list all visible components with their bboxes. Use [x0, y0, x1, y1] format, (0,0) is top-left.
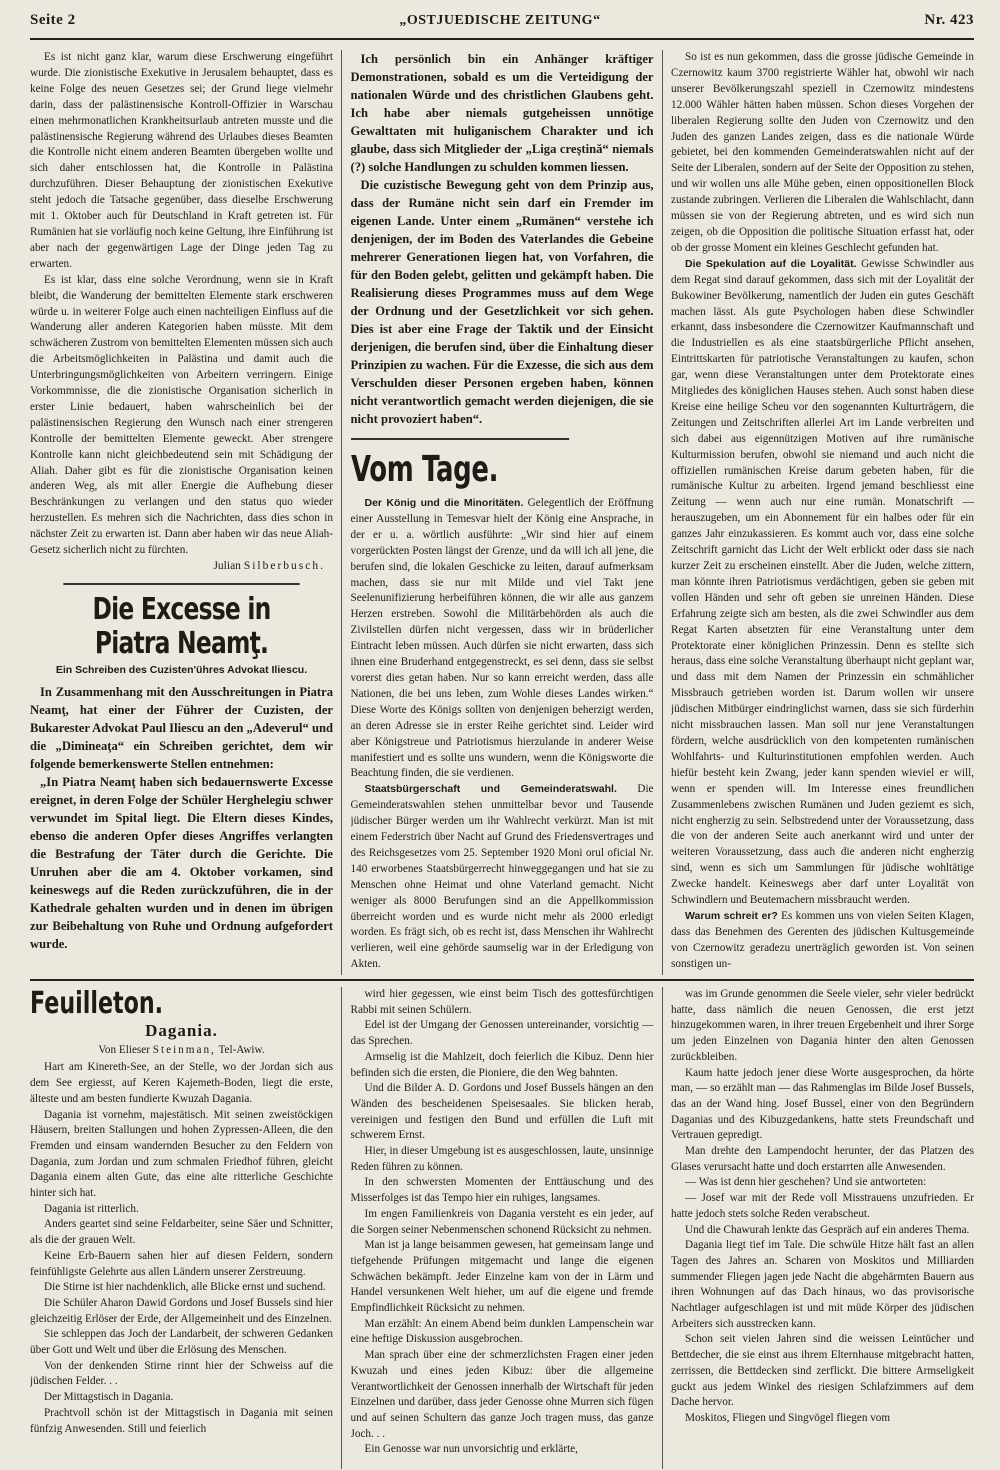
feuilleton-paragraph: Ein Genosse war nun unvorsichtig und erklärte, [364, 1443, 578, 1456]
feuilleton-paragraph: Man erzählt: An einem Abend beim dunklen Lampenschein war eine heftige Diskussion ausgebrochen. [350, 1317, 654, 1346]
story-title: Dagania. [145, 1021, 218, 1040]
feuilleton-paragraph: Sie schleppen das Joch der Landarbeit, der schweren Gedanken über Gott und Welt und über die Erlösung des Menschen. [30, 1328, 333, 1357]
feuilleton-paragraph: Der Mittagstisch in Dagania. [44, 1391, 174, 1404]
bold-article [30, 683, 333, 953]
news-item [671, 909, 974, 973]
article-paragraph: „In Piatra Neamţ haben sich bedauernswerte Excesse ereignet, in deren Folge der Schüler Herghelegiu schwer verwundet im Spital liegt. Die Eltern dieses Kindes, ebenso die anderen Opfer dieses Angriffes verlangten die Bestrafung der Täter durch die Gerichte. Die Unruhen aber die am 4. Oktober vorkamen, sind keineswegs auf die Reden zurückzuführen, die in der Kathedrale gehalten wurden und in denen im übrigen zur Beibehaltung von Ruhe und Ordnung aufgefordert wurde. [30, 774, 333, 951]
feuilleton-column-3 [671, 987, 974, 1469]
feuilleton-paragraph: was im Grunde genommen die Seele vieler, sehr vieler bedrückt hatte, dass nämlich die neuen Genossen, die erst jetzt hinzugekommen waren, in ihrer treuen Ergebenheit und ihrer Sorge um jeden Einzelnen von Dagania hinter den alten Genossen zurückbleiben. [671, 988, 974, 1063]
feuilleton-paragraph: Hart am Kinereth-See, an der Stelle, wo der Jordan sich aus dem See ergiesst, auf Keren Kajemeth-Boden, liegt die erste, älteste und am besten fundierte Kwuzah Dagania. [30, 1061, 333, 1105]
article-paragraph: In Zusammenhang mit den Ausschreitungen in Piatra Neamţ, hat einer der Führer der Cuzisten, der Bukarester Advokat Paul Iliescu an den „Adeverul“ und die „Dimineaţa“ ein Schreiben gerichtet, dem wir folgende bemerkenswerte Stellen entnehmen: [30, 684, 333, 771]
feuilleton-text [30, 1060, 333, 1437]
author-last-name: Silberbusch. [243, 560, 325, 572]
feuilleton-text [671, 987, 974, 1427]
news-kicker: Warum schreit er? [685, 909, 778, 922]
news-kicker: Die Spekulation auf die Loyalität. [685, 257, 857, 270]
byline-author: Steinman, [152, 1043, 216, 1056]
article-paragraph: Es ist nicht ganz klar, warum diese Erschwerung eingeführt wurde. Die zionistische Exekutive in Jerusalem behauptet, dass es keine Folge des neuen Gesetzes sei; der Grund liege vielmehr darin, dass der palästinensische Kontroll-Offizier in Warschau einen mehrmonatlichen Krankheitsurlaub antreten musste und die palästinensische Regierung während des Urlaubes dieses Beamten die Kontrolle nicht einem anderen Beamten übergeben wollte und sich daher entschlossen hat, die Kontrolle in Palästina durchzuführen. Dieser Behauptung der zionistischen Exekutive steht jedoch die Tatsache gegenüber, dass dieselbe Erschwerung mit 1. Oktober auch für Deutschland in Kraft getreten ist. Für Rumänien hat sie vorläufig noch keine Geltung, ihre Einführung ist aber nach der gegenwärtigen Lage der Dinge jeden Tag zu erwarten. [30, 51, 333, 270]
news-item [671, 257, 974, 909]
bold-article-continued [351, 50, 654, 428]
headline-piatra-neamt: Die Excesse in Piatra Neamţ. [63, 583, 299, 661]
feuilleton-text [351, 987, 654, 1458]
feuilleton-paragraph: — Was ist denn hier geschehen? Und sie antworteten: [685, 1176, 927, 1189]
feuilleton-paragraph: In den schwersten Momenten der Enttäuschung und des Misserfolges ist das Tempo hier ein ruhiges, langsames. [350, 1176, 654, 1205]
feuilleton-paragraph: Moskitos, Fliegen und Singvögel fliegen vom [685, 1411, 891, 1424]
column-divider [662, 987, 663, 1469]
section-rule [30, 979, 974, 981]
feuilleton-section [30, 987, 974, 1469]
feuilleton-paragraph: — Josef war mit der Rede voll Misstrauens unzufrieden. Er hatte jedoch stets solche Reden verabscheut. [671, 1192, 974, 1220]
feuilleton-paragraph: Keine Erb-Bauern sahen hier auf diesen Feldern, sondern feinfühligste Gelehrte aus allen Ländern unserer Zerstreuung. [30, 1249, 333, 1278]
subheadline: Ein Schreiben des Cuzisten'ühres Advokat Iliescu. [55, 663, 308, 676]
feuilleton-paragraph: Im engen Familienkreis von Dagania versteht es ein jeder, auf die Sorgen seiner Nebenmenschen schonend Rücksicht zu nehmen. [350, 1207, 654, 1236]
feuilleton-paragraph: Man drehte den Lampendocht herunter, der das Platzen des Glases verursacht hatte und doch erstarrten alle Anwesenden. [671, 1145, 974, 1173]
feuilleton-column-2 [351, 987, 654, 1469]
news-text: Gelegentlich der Eröffnung einer Ausstellung in Temesvar hielt der König eine Ansprache, in der er u. a. wörtlich ausführte: „Wir sind hier auf einem vorgerückten Posten längst der Grenze, und da will ich all jene, die berufen sind, die lokalen Geschicke zu leiten, darauf aufmerksam machen, dass sie nur mit Milde und viel Takt jene Seelenunifizierung herbeiführen können, die wir alle aus ganzem Herzen erstreben. Sowohl die Militärbehörden als auch die Zivilstellen dürfen nicht vergessen, dass wir in brüderlicher Eintracht leben müssen. Auch dürfen sie nicht erwarten, dass sich ihnen eine Bruderhand entgegenstreckt, es sei denn, dass sie selbst vorerst dies getan haben. Nur so kann erreicht werden, dass alle Nationen, die bei uns leben, zum Wohle dieses Landes wirken.“ Diese Worte des Königs sollten von denjenigen beherzigt werden, an deren Adresse sie in erster Reihe gerichtet sind. Leider wird aber Königstreue und Patriotismus hierzulande in anderer Weise manifestiert und es sollte uns wundern, wenn die Königsworte die Beachtung finden, die sie verdienen. [350, 497, 654, 780]
feuilleton-paragraph: Man ist ja lange beisammen gewesen, hat gemeinsam lange und tiefgehende Prüfungen mitgemacht und lange die eigenen Schwächen bekämpft. Jeder Einzelne kam von der in Lärm und Handel versunkenen Welt hieher, um auf die eigene und fremde Empfindlichkeit Rücksicht zu nehmen. [350, 1239, 654, 1315]
column-divider [341, 50, 342, 975]
feuilleton-column-1 [30, 987, 333, 1469]
feuilleton-paragraph: Und die Bilder A. D. Gordons und Josef Bussels hängen an den Wänden des bescheidenen Speisesaales. Sie blicken herab, vereinigen und festigen den Bund und erfüllen die Luft mit schwerem Ernst. [350, 1082, 654, 1142]
author-signature [30, 559, 325, 575]
feuilleton-paragraph: Dagania ist ritterlich. [44, 1202, 139, 1215]
feuilleton-paragraph: Die Stirne ist hier nachdenklich, alle Blicke ernst und suchend. [44, 1281, 326, 1294]
feuilleton-paragraph: Man sprach über eine der schmerzlichsten Fragen einer jeden Kwuzah und eines jeden Kibuz: über die allgemeine Verantwortlichkeit der Genossen innerhalb der Wirtschaft für jeden Einzelnen und darüber, dass jeder Genosse ohne Murren sich fügen und auf seinen Schultern das ganze Joch tragen muss, das ganze Joch. . . [350, 1349, 654, 1440]
byline-place: Tel-Awiw. [218, 1043, 265, 1056]
feuilleton-paragraph: Edel ist der Umgang der Genossen untereinander, vorsichtig — das Sprechen. [350, 1019, 654, 1048]
article-paragraph: Es ist klar, dass eine solche Verordnung, wenn sie in Kraft bleibt, die Wanderung der bemittelten Elemente stark erschweren würde u. in weiterer Folge auch einen nachteiligen Einfluss auf die Wanderung aller anderen Kategorien haben müsste. Mit dem schwächeren Zustrom von bemittelten Elementen müssen sich auch die Arbeitsmöglichkeiten in Palästina und damit auch die Unterbringungsmöglichkeiten von Arbeitern verringern. Einige Vorkommnisse, die die zionistische Organisation sicherlich in erster Linie bedauert, haben wahrscheinlich bei der palästinensischen Regierung den Wunsch nach einer strengeren Kontrolle der bemittelten Elemente geweckt. Aber strengere Kontrolle kann nicht gleichbedeutend sein mit Schädigung der Aliah. Daher gibt es für die zionistische Organisation keinen anderen Weg, als mit aller Energie die Aufhebung dieser Beschränkungen zu verlangen und den status quo wieder herzustellen. Es mehren sich die Nachrichten, dass dies schon in nächster Zeit zu erwarten ist. Dann aber haben wir das neue Aliah-Gesetz sicherlich nicht zu fürchten. [30, 273, 333, 557]
feuilleton-paragraph: Kaum hatte jedoch jener diese Worte ausgesprochen, da hörte man, — so erzählt man — das Rahmenglas im Bilde Josef Bussels, das an der Wand hing. Josef Bussel, einer von den Begründern Daganias und des Kibuzgedankens, hatte stets Freundschaft und Vertrauen gepredigt. [671, 1066, 974, 1142]
feuilleton-paragraph: wird hier gegessen, wie einst beim Tisch des gottesfürchtigen Rabbi mit seinen Schülern. [350, 988, 654, 1016]
feuilleton-paragraph: Prachtvoll schön ist der Mittagstisch in Dagania mit seinen fünfzig Anwesenden. Still und feierlich [30, 1406, 333, 1435]
top-columns [30, 50, 974, 975]
newspaper-title: „OSTJUEDISCHE ZEITUNG“ [399, 13, 601, 28]
column-3 [671, 50, 974, 975]
column-divider [662, 50, 663, 975]
feuilleton-paragraph: Hier, in dieser Umgebung ist es ausgeschlossen, laute, unsinnige Reden führen zu können. [350, 1145, 654, 1173]
column-1 [30, 50, 333, 975]
section-title-vom-tage: Vom Tage. [351, 438, 569, 490]
feuilleton-title: Feuilleton. [30, 987, 164, 1021]
page-number: Seite 2 [30, 12, 76, 28]
author-first-name: Julian [213, 560, 241, 572]
news-item [351, 496, 654, 782]
feuilleton-paragraph: Die Schüler Aharon Dawid Gordons und Josef Bussels sind hier gleichzeitig Erlöser der Erde, der Allgemeinheit und des Einzelnen. [30, 1296, 333, 1325]
feuilleton-paragraph: Anders geartet sind seine Feldarbeiter, seine Säer und Schnitter, als die der grauen Welt. [30, 1218, 333, 1247]
news-kicker: Der König und die Minoritäten. [364, 497, 524, 509]
feuilleton-paragraph: Und die Chawurah lenkte das Gespräch auf ein anderes Thema. [685, 1223, 970, 1236]
feuilleton-paragraph: Dagania ist vornehm, majestätisch. Mit seinen zweistöckigen Häusern, breiten Stallungen und hohen Zypressen-Alleen, die den Fremden und einsam wandernden Besucher zu den Feldern von Dagania, zum Jordan und zum schmalen Friedhof führen, gleicht Dagania einem alten Gute, das eine alte ritterliche Geschichte hinter sich hat. [30, 1108, 333, 1200]
column-2 [351, 50, 654, 975]
feuilleton-paragraph: Dagania liegt tief im Tale. Die schwüle Hitze hält fast an allen Tagen des Jahres an. Scharen von Moskitos und Milliarden summender Fliegen jagen jede Nacht die abgehärmten Bauern aus ihren Wohnungen auf das Dach hinaus, wo das provisorische Nachtlager aufgeschlagen ist und mit müde Körper des jüdischen Arbeiters sich ausstrecken kann. [671, 1239, 974, 1330]
feuilleton-paragraph: Schon seit vielen Jahren sind die weissen Leintücher und Bettdecher, die sie einst aus ihrem Elternhause mitgebracht hatten, zerrissen, die Bettdecken sind zerflickt. Die bittere Armseligkeit guckt aus jedem Winkel des riesigen Schlafzimmers auf dem Dache hervor. [671, 1333, 974, 1409]
article-paragraph: Ich persönlich bin ein Anhänger kräftiger Demonstrationen, sobald es um die Verteidigung der nationalen Würde und des christlichen Glaubens geht. Ich habe aber niemals gutgeheissen unnötige Gewalttaten mit huliganischem Charakter und ich glaube, dass sich Mitglieder der „Liga creştină“ niemals (?) solche Handlungen zu schulden kommen liessen. [350, 52, 654, 174]
column-divider [341, 987, 342, 1469]
news-text: So ist es nun gekommen, dass die grosse jüdische Gemeinde in Czernowitz kaum 3700 registrierte Wähler hat, obwohl wir nach unserer Bevölkerungszahl speziell in Czernowitz mindestens 12.000 Wähler hätten haben müssen. Schon dieses Vorgehen der liberalen Regierung sollte den Juden von Czernowitz und den Juden des ganzen Landes zeigen, dass es die nationale Würde gebietet, bei den kommenden Gemeinderatswahlen nicht auf der Seite der Liberalen, sondern auf der Seite der Opposition zu stehen, und wir wollen uns alle Mühe geben, einen oppositionellen Block zustande zubringen. Verlieren die Liberalen die Wahlschlacht, dann müssen sie von der Regierung abtreten, und es wird sich nun zeigen, ob die Opposition die politische Situation erfasst hat, oder ob der grosse Moment ein kleines Geschlecht gefunden hat. [671, 51, 974, 254]
byline [30, 1043, 333, 1059]
news-text: Es kommen uns von vielen Seiten Klagen, dass das Benehmen des Gerenten des jüdischen Kultusgemeinde von Czernowitz geradezu unerträglich geworden ist. Von seinen sonstigen un- [671, 909, 974, 970]
issue-number: Nr. 423 [924, 12, 974, 28]
feuilleton-paragraph: Armselig ist die Mahlzeit, doch feierlich die Kibuz. Denn hier befinden sich die ersten, die Pioniere, die den Weg bahnten. [350, 1050, 654, 1079]
feuilleton-paragraph: Von der denkenden Stirne rinnt hier der Schweiss auf die jüdischen Felder. . . [30, 1359, 333, 1388]
masthead [30, 12, 974, 40]
news-kicker: Staatsbürgerschaft und Gemeinderatswahl. [364, 783, 617, 796]
byline-prefix: Von Elieser [98, 1043, 150, 1056]
news-text: Die Gemeinderatswahlen stehen unmittelbar bevor und Tausende jüdischer Bürger werden um ihr Wahlrecht verkürzt. Man ist mit einem Federstrich über Nacht auf Grund des Friedensvertrages und des Reichsgesetzes vom 25. September 1920 Moni orul oficial Nr. 140 erworbenes Staatsbürgerrecht hinweggegangen und hat sie zu Menschen ohne Heimat und ohne Vaterland gemacht. Nicht weniger als 8000 Berufungen sind an die Appellkommission überreicht worden und es wurde nicht mehr als 2000 erledigt worden. Es frägt sich, ob es recht ist, dass Menschen ihr Wahlrecht verlieren, weil eine gehörde saumselig war in der Erledigung von Akten. [350, 783, 654, 971]
news-text: Gewisse Schwindler aus dem Regat sind darauf gekommen, dass sich mit der Loyalität der Bukowiner Bevölkerung, namentlich der Juden ein gutes Geschäft machen lässt. Als gute Psychologen haben diese Schwindler erkannt, dass insbesondere die Czernowitzer Kaufmannschaft und die Industriellen es als eine staatsbürgerliche Pflicht ansehen, Eintrittskarten für patriotische Veranstaltungen zu kaufen, schon gar, wenn diese Veranstaltungen unter dem Protektorate eines Mitgliedes des königlichen Hauses stehen. Auch sonst haben diese Kreise eine heilige Scheu vor den sogenannten Kulturträgern, die Zeitungen und Zeitschriften allerlei Art im Lande verbreiten und sich dabei aus eigennützigen Motiven auf ihre rumänische Kulturmission berufen, obwohl sie niemand und auch nicht die offiziellen rumänischen Kreise darum gebeten haben, für die rumänische Kultur zu arbeiten. Irgend jemand beschliesst eine Zeitung — wenn auch nur eine rumän. Monatschrift — herauszugeben, um ein Abonnement für ein halbes oder für ein ganzes Jahr einzukassieren. Es kommt auch vor, dass eine solche Zeitschrift garnicht das Licht der Welt erblickt oder dass sie nach kurzer Zeit zu erscheinen einstellt. Aber die Juden, welche zittern, man könnte ihren Patriotismus verdächtigen, geben sie geben mit vollen Händen und sehr oft geben sie unreinen Händen. Diese Erfahrung zeigte sich am besten, als die zwei Schwindler aus dem Regat Karten absetzten für eine Veranstaltung unter dem Protektorate einer königlichen Prinzessin. Denn es stellte sich heraus, dass eine solche Veranstaltung überhaupt nicht geplant war, und dass mit dem Namen der Prinzessin ein schmählicher Missbrauch getrieben worden ist. Darum wollen wir unsere jüdischen Mitbürger eindringlichst warnen, dass sie sich fürderhin nicht missbrauchen lassen. Man soll nur jene Veranstaltungen fördern, welche ausdrücklich von den kompetenten rumänischen Wohlfahrts- und Kulturinstitutionen empfohlen werden. Auch hiefür besteht kein Zwang, jeder kann spenden wieviel er will, wenn er spenden will. Im Interesse eines freundlichen Zusammenlebens zwischen Rumänen und Juden geziemt es sich, nicht engherzig zu sein. Selbstredend unter der Voraussetzung, dass die von der anderen Seite auch anerkannt wird und unter der weiteren Voraussetzung, dass auch die anderen nicht engherzig sind, wenn es sich um Sammlungen für jüdische wohltätige Zwecke handelt. Keineswegs aber darf unter Loyalität von Schwindlern und Beutemachern missbraucht werden. [671, 257, 974, 907]
news-item [351, 782, 654, 973]
article-paragraph: Die cuzistische Bewegung geht von dem Prinzip aus, dass der Rumäne nicht sein darf ein Fremder im eigenen Lande. Unter einem „Rumänen“ verstehe ich denjenigen, der im Boden des Vaterlandes die Gebeine mehrerer Generationen liegen hat, von Vorfahren, die für den Boden gelebt, gelitten und gekämpft haben. Die Realisierung dieses Programmes muss auf dem Wege der Ordnung und der Gesetzlichkeit vor sich gehen. Dies ist aber eine Frage der Taktik und der Einsicht derjenigen, die berufen sind, über die Einhaltung dieser Prinzipien zu wachen. Für die Exzesse, die sich aus dem Verschulden dieser Personen ergeben haben, können nicht verantwortlich gemacht werden diejenigen, die sie nicht provoziert haben“. [350, 178, 654, 426]
